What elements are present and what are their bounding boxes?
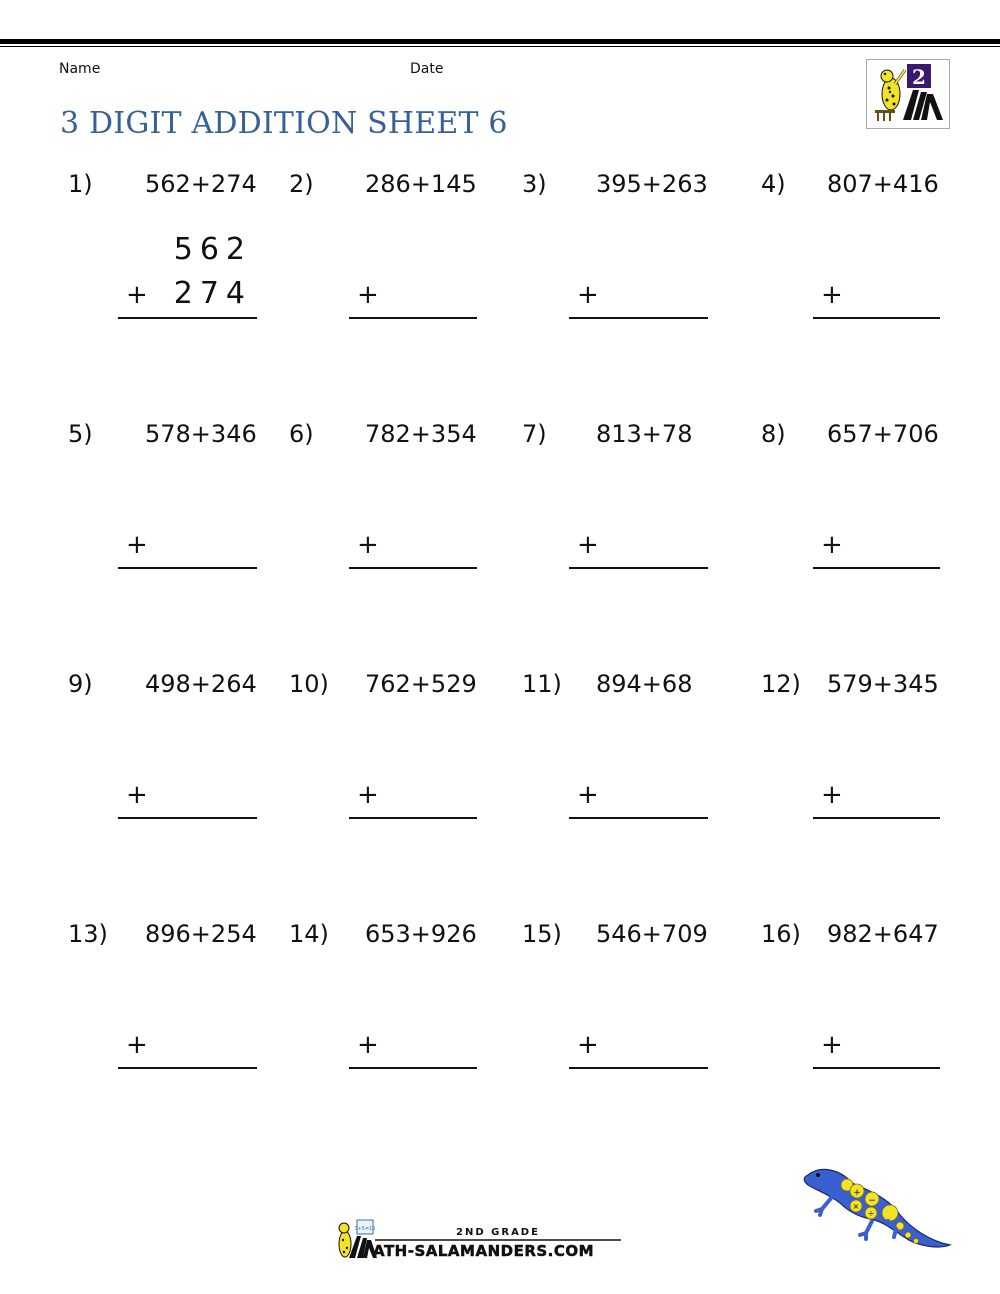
problem-expression: 782+354 (365, 420, 477, 448)
problem-number: 11) (522, 670, 562, 698)
problem-expression: 813+78 (596, 420, 693, 448)
problem-expression: 657+706 (827, 420, 939, 448)
plus-sign: + (357, 780, 379, 810)
answer-line[interactable] (349, 317, 477, 319)
footer-site-logo (333, 1218, 623, 1262)
answer-line[interactable] (569, 817, 708, 819)
answer-line[interactable] (813, 317, 940, 319)
answer-line[interactable] (118, 817, 257, 819)
problem-expression: 395+263 (596, 170, 708, 198)
problem-number: 1) (68, 170, 93, 198)
top-rule-thick (0, 39, 1000, 44)
answer-line[interactable] (813, 567, 940, 569)
plus-sign: + (357, 530, 379, 560)
plus-sign: + (821, 1030, 843, 1060)
svg-text:ATH-SALAMANDERS.COM: ATH-SALAMANDERS.COM (373, 1242, 595, 1260)
answer-line[interactable] (349, 817, 477, 819)
plus-sign: + (577, 780, 599, 810)
svg-text:3+5=15: 3+5=15 (354, 1226, 376, 1232)
plus-sign: + (821, 780, 843, 810)
plus-sign: + (821, 280, 843, 310)
answer-line[interactable] (569, 567, 708, 569)
problem-number: 4) (761, 170, 786, 198)
svg-text:2ND GRADE: 2ND GRADE (456, 1227, 540, 1238)
plus-sign: + (126, 1030, 148, 1060)
problem-expression: 562+274 (145, 170, 257, 198)
name-label: Name (59, 61, 101, 77)
plus-sign: + (577, 1030, 599, 1060)
problem-number: 12) (761, 670, 801, 698)
problem-expression: 653+926 (365, 920, 477, 948)
math-salamanders-footer-icon (333, 1218, 623, 1262)
svg-text:÷: ÷ (867, 1209, 875, 1218)
problem-expression: 982+647 (827, 920, 939, 948)
plus-sign: + (126, 530, 148, 560)
plus-sign: + (357, 280, 379, 310)
problem-number: 2) (289, 170, 314, 198)
math-salamanders-logo (866, 59, 950, 129)
page-title: 3 DIGIT ADDITION SHEET 6 (60, 106, 508, 141)
answer-line[interactable] (118, 567, 257, 569)
problem-expression: 546+709 (596, 920, 708, 948)
svg-text:−: − (868, 1196, 876, 1206)
plus-sign: + (577, 530, 599, 560)
problem-number: 15) (522, 920, 562, 948)
answer-line[interactable] (813, 1067, 940, 1069)
plus-sign: + (126, 280, 148, 310)
answer-line[interactable] (349, 1067, 477, 1069)
problem-expression: 286+145 (365, 170, 477, 198)
plus-sign: + (126, 780, 148, 810)
plus-sign: + (357, 1030, 379, 1060)
date-label: Date (410, 61, 444, 77)
stacked-top-number: 562 (173, 232, 252, 267)
answer-line[interactable] (569, 1067, 708, 1069)
problem-expression: 578+346 (145, 420, 257, 448)
answer-line[interactable] (813, 817, 940, 819)
problem-number: 7) (522, 420, 547, 448)
problem-expression: 579+345 (827, 670, 939, 698)
salamander-illustration (800, 1163, 955, 1258)
answer-line[interactable] (349, 567, 477, 569)
salamander-easel-icon (867, 60, 949, 128)
problem-number: 16) (761, 920, 801, 948)
plus-sign: + (821, 530, 843, 560)
svg-text:+: + (853, 1188, 861, 1198)
problem-expression: 807+416 (827, 170, 939, 198)
top-rule-thin (0, 46, 1000, 47)
answer-line[interactable] (118, 317, 257, 319)
problem-number: 9) (68, 670, 93, 698)
problem-expression: 896+254 (145, 920, 257, 948)
problem-number: 8) (761, 420, 786, 448)
answer-line[interactable] (569, 317, 708, 319)
plus-sign: + (577, 280, 599, 310)
stacked-bottom-number: 274 (173, 276, 252, 311)
answer-line[interactable] (118, 1067, 257, 1069)
problem-expression: 762+529 (365, 670, 477, 698)
problem-number: 6) (289, 420, 314, 448)
problem-expression: 894+68 (596, 670, 693, 698)
problem-number: 14) (289, 920, 329, 948)
problem-number: 5) (68, 420, 93, 448)
svg-text:×: × (852, 1202, 860, 1211)
problem-number: 3) (522, 170, 547, 198)
problem-number: 10) (289, 670, 329, 698)
problem-number: 13) (68, 920, 108, 948)
problem-expression: 498+264 (145, 670, 257, 698)
blue-salamander-icon (800, 1163, 955, 1258)
svg-text:2: 2 (912, 65, 926, 89)
